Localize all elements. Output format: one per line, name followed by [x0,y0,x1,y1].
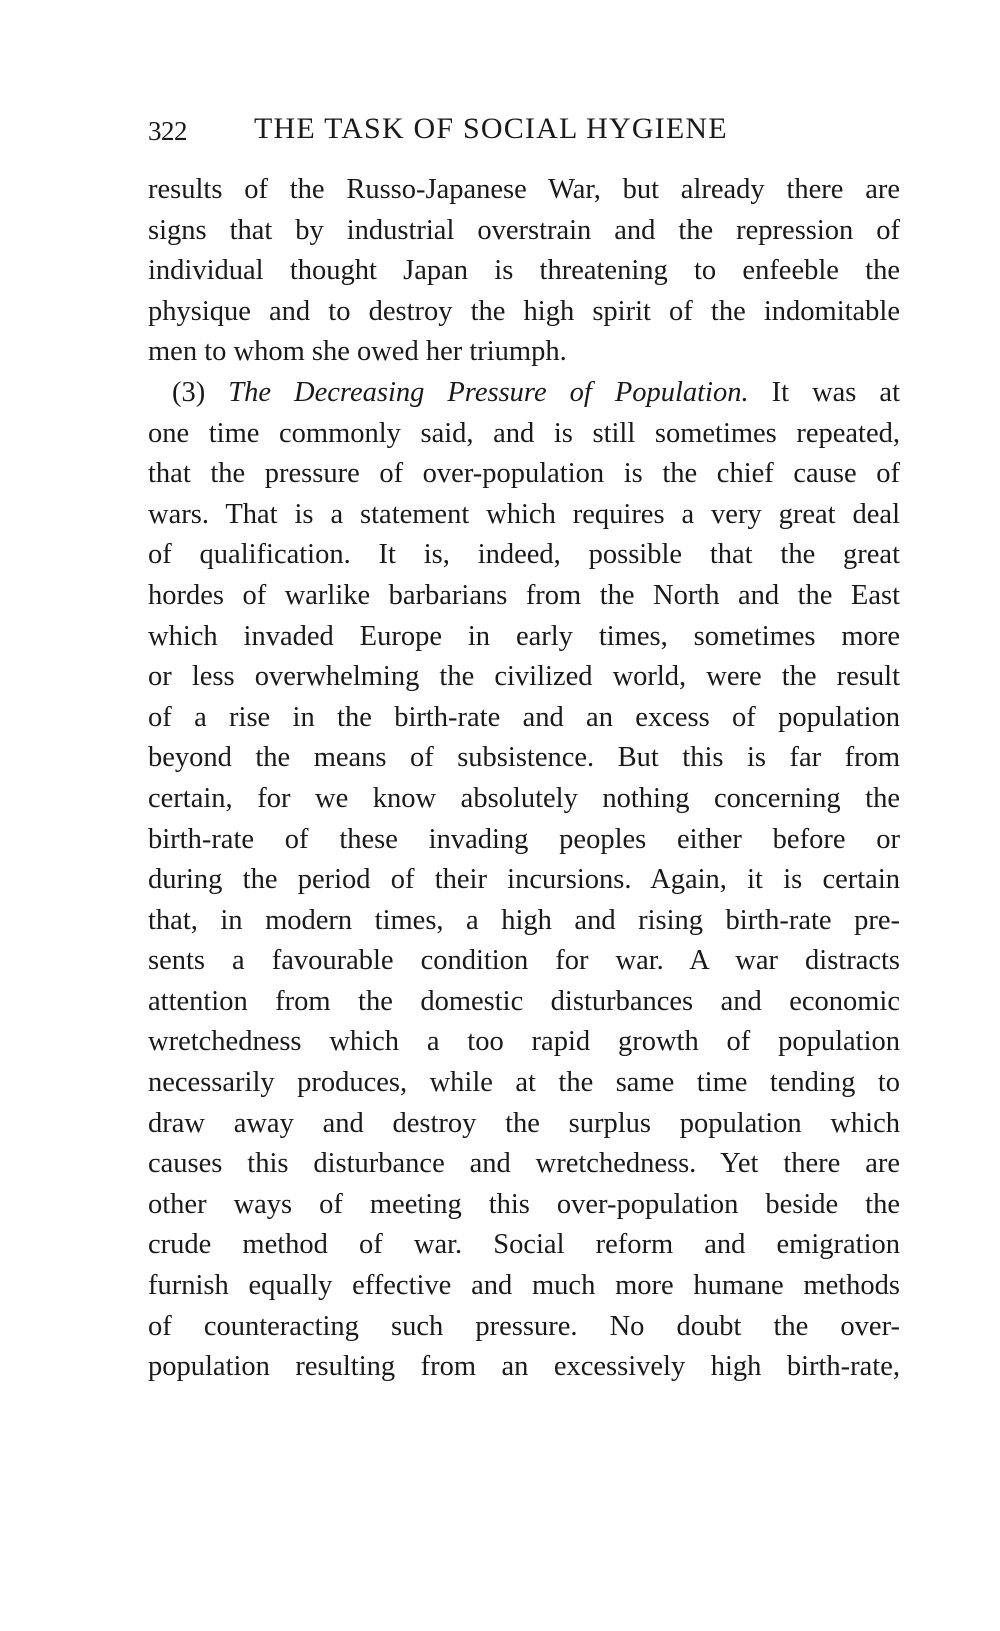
text-line: sents a favourable condition for war. A war distracts [148,945,900,977]
text-line: during the period of their incursions. Again, it is certain [148,864,900,896]
text-line: crude method of war. Social reform and emigration [148,1229,900,1261]
text-line: of a rise in the birth-rate and an excess of population [148,701,900,733]
page-header [148,112,900,156]
text-line: furnish equally effective and much more humane methods [148,1270,900,1302]
text-line: results of the Russo-Japanese War, but already there are [148,174,900,205]
section-heading: The Decreasing Pressure of Population. [228,376,749,408]
text-line: certain, for we know absolutely nothing concerning the [148,782,900,814]
text-line: attention from the domestic disturbances and economic [148,985,900,1017]
text-line: hordes of warlike barbarians from the North and the East [148,579,900,611]
text-line: or less overwhelming the civilized world, were the result [148,661,900,693]
text-line: birth-rate of these invading peoples either before or [148,823,900,855]
text-line: which invaded Europe in early times, sometimes more [148,620,900,652]
section-heading-line [148,373,900,414]
text-line: of qualification. It is, indeed, possible that the great [148,539,900,571]
text-line: men to whom she owed her triumph. [148,336,567,368]
text-line: other ways of meeting this over-population beside the [148,1188,900,1220]
body-text [148,170,900,1388]
text-line: of counteracting such pressure. No doubt the over- [148,1310,900,1342]
text-line: wars. That is a statement which requires a very great deal [148,498,900,530]
text-line: causes this disturbance and wretchedness. Yet there are [148,1148,900,1180]
text-line: that, in modern times, a high and rising birth-rate pre- [148,904,900,936]
text-line: signs that by industrial overstrain and the repression of [148,214,900,246]
text-line: population resulting from an excessively high birth-rate, [148,1351,900,1383]
text-line: that the pressure of over-population is the chief cause of [148,458,900,490]
section-heading-continuation: It was at [771,376,900,408]
section-number: (3) [172,376,206,408]
text-line: necessarily produces, while at the same time tending to [148,1067,900,1099]
text-line: wretchedness which a too rapid growth of population [148,1026,900,1058]
running-head: THE TASK OF SOCIAL HYGIENE [254,112,728,145]
text-line: draw away and destroy the surplus population which [148,1107,900,1139]
text-line: one time commonly said, and is still sometimes repeated, [148,417,900,449]
text-line: beyond the means of subsistence. But this is far from [148,742,900,774]
text-line: individual thought Japan is threatening to enfeeble the [148,255,900,287]
text-line: physique and to destroy the high spirit of the indomitable [148,295,900,327]
page-number: 322 [148,116,187,146]
